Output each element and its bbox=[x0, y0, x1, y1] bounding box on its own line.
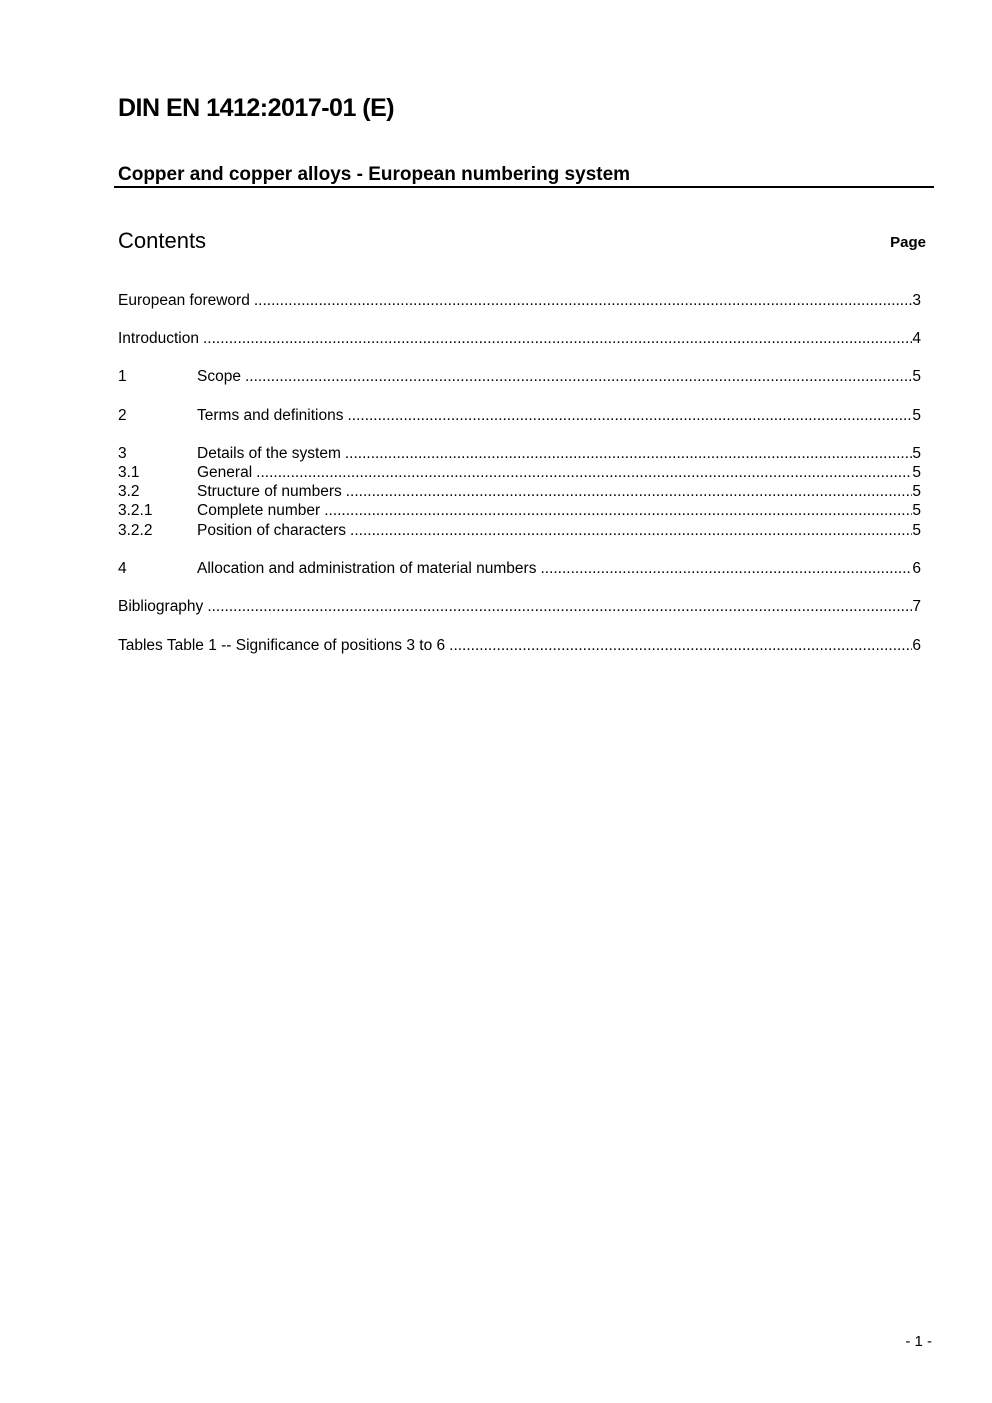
toc-leader-dots bbox=[540, 560, 912, 578]
toc-entry-terms-and-definitions[interactable] bbox=[118, 407, 921, 427]
toc-leader-dots bbox=[254, 292, 913, 310]
toc-entry-page: 5 bbox=[912, 483, 921, 500]
document-title: DIN EN 1412:2017-01 (E) bbox=[118, 94, 395, 122]
toc-leader-dots bbox=[256, 464, 912, 482]
toc-entry-label: Details of the system bbox=[197, 445, 341, 462]
toc-entry-number: 2 bbox=[118, 407, 127, 424]
toc-entry-label: General bbox=[197, 464, 253, 481]
toc-leader-dots bbox=[346, 483, 913, 501]
toc-entry-details-of-the-system[interactable] bbox=[118, 445, 921, 465]
toc-entry-bibliography[interactable] bbox=[118, 598, 921, 618]
toc-entry-tables[interactable] bbox=[118, 637, 921, 657]
toc-leader-dots bbox=[449, 637, 912, 655]
toc-entry-label: Position of characters bbox=[197, 522, 347, 539]
toc-entry-scope[interactable] bbox=[118, 368, 921, 388]
toc-entry-page: 5 bbox=[912, 464, 921, 481]
toc-entry-page: 5 bbox=[912, 445, 921, 462]
toc-entry-number: 1 bbox=[118, 368, 127, 385]
document-subtitle: Copper and copper alloys - European numbering system bbox=[118, 164, 631, 185]
toc-entry-page: 4 bbox=[912, 330, 921, 347]
toc-entry-position-of-characters[interactable] bbox=[118, 522, 921, 542]
toc-entry-label: Bibliography bbox=[118, 598, 204, 615]
toc-entry-allocation-and-administration[interactable] bbox=[118, 560, 921, 580]
toc-entry-number: 3 bbox=[118, 445, 127, 462]
page-column-heading: Page bbox=[890, 234, 926, 251]
toc-entry-label: Tables Table 1 -- Significance of positions 3 to 6 bbox=[118, 637, 446, 654]
toc-leader-dots bbox=[350, 522, 912, 540]
toc-entry-number: 3.1 bbox=[118, 464, 140, 481]
toc-entry-introduction[interactable] bbox=[118, 330, 921, 350]
toc-entry-page: 5 bbox=[912, 407, 921, 424]
toc-entry-page: 5 bbox=[912, 368, 921, 385]
toc-leader-dots bbox=[245, 368, 912, 386]
toc-entry-number: 3.2 bbox=[118, 483, 140, 500]
toc-leader-dots bbox=[347, 407, 912, 425]
toc-entry-general[interactable] bbox=[118, 464, 921, 484]
toc-entry-structure-of-numbers[interactable] bbox=[118, 483, 921, 503]
toc-leader-dots bbox=[207, 598, 912, 616]
toc-entry-number: 3.2.2 bbox=[118, 522, 153, 539]
toc-entry-number: 3.2.1 bbox=[118, 502, 153, 519]
toc-entry-number: 4 bbox=[118, 560, 127, 577]
toc-entry-label: Introduction bbox=[118, 330, 199, 347]
subtitle-divider bbox=[114, 186, 934, 188]
contents-heading: Contents bbox=[118, 228, 207, 253]
page-number-footer: - 1 - bbox=[905, 1333, 932, 1350]
toc-entry-page: 3 bbox=[912, 292, 921, 309]
toc-entry-european-foreword[interactable] bbox=[118, 292, 921, 312]
toc-entry-page: 6 bbox=[912, 637, 921, 654]
toc-entry-label: Structure of numbers bbox=[197, 483, 342, 500]
toc-entry-label: Allocation and administration of material numbers bbox=[197, 560, 537, 577]
toc-entry-page: 5 bbox=[912, 522, 921, 539]
toc-leader-dots bbox=[324, 502, 912, 520]
toc-entry-complete-number[interactable] bbox=[118, 502, 921, 522]
toc-entry-page: 5 bbox=[912, 502, 921, 519]
toc-entry-page: 6 bbox=[912, 560, 921, 577]
toc-entry-label: European foreword bbox=[118, 292, 250, 309]
toc-entry-label: Scope bbox=[197, 368, 241, 385]
toc-entry-page: 7 bbox=[912, 598, 921, 615]
toc-leader-dots bbox=[203, 330, 912, 348]
toc-entry-label: Terms and definitions bbox=[197, 407, 344, 424]
toc-entry-label: Complete number bbox=[197, 502, 321, 519]
toc-leader-dots bbox=[345, 445, 913, 463]
